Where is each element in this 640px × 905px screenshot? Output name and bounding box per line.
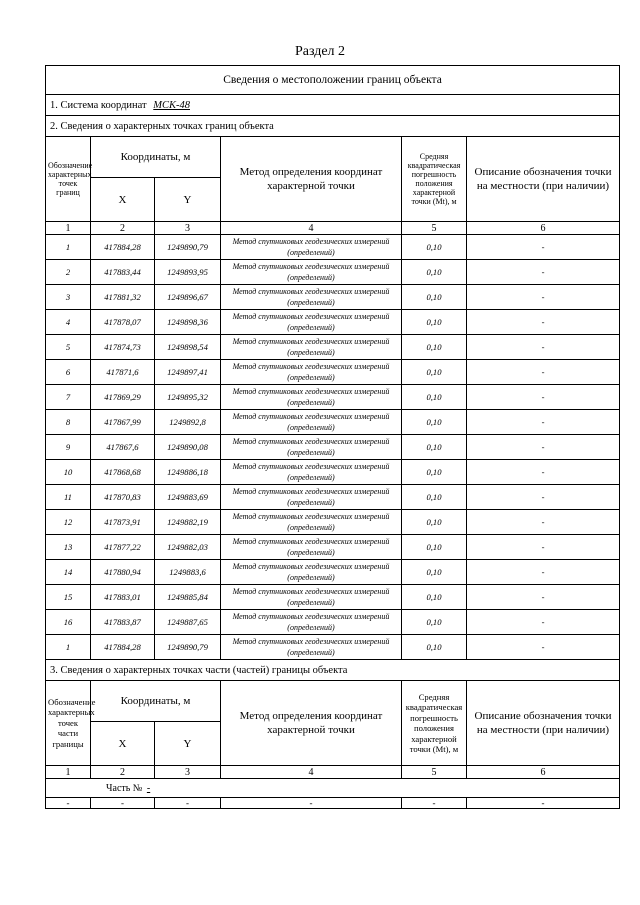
header-x: X (91, 178, 155, 222)
empty-cell: - (155, 798, 221, 809)
coordinate-x: 417867,99 (91, 410, 155, 435)
table-row (46, 485, 620, 510)
column-number: 6 (467, 222, 620, 235)
coordinate-y: 1249883,69 (155, 485, 221, 510)
method: Метод спутниковых геодезических измерений (определений) (221, 535, 402, 560)
header-designation: Обозначение характерных точек границ (46, 137, 91, 222)
table-row (46, 535, 620, 560)
point-number: 11 (46, 485, 91, 510)
coordinate-y: 1249892,8 (155, 410, 221, 435)
coordinate-x: 417884,28 (91, 635, 155, 660)
coordinate-x: 417870,83 (91, 485, 155, 510)
coordinate-x: 417883,01 (91, 585, 155, 610)
description: - (467, 335, 620, 360)
coordinate-y: 1249898,36 (155, 310, 221, 335)
coordinate-y: 1249893,95 (155, 260, 221, 285)
error-mt: 0,10 (402, 635, 467, 660)
error-mt: 0,10 (402, 510, 467, 535)
parts-header-coordinates: Координаты, м (91, 681, 221, 722)
parts-header-designation: Обозначение характерных точек части границы (46, 681, 91, 766)
column-number: 3 (155, 766, 221, 779)
parts-header-y: Y (155, 722, 221, 766)
description: - (467, 235, 620, 260)
description: - (467, 385, 620, 410)
table-row (46, 410, 620, 435)
coordinate-y: 1249886,18 (155, 460, 221, 485)
table-heading-row (46, 66, 620, 95)
column-number: 4 (221, 222, 402, 235)
method: Метод спутниковых геодезических измерений (определений) (221, 335, 402, 360)
point-number: 12 (46, 510, 91, 535)
method: Метод спутниковых геодезических измерений (определений) (221, 360, 402, 385)
description: - (467, 285, 620, 310)
method: Метод спутниковых геодезических измерений (определений) (221, 235, 402, 260)
coordinate-x: 417883,87 (91, 610, 155, 635)
part-number-row (46, 779, 620, 798)
coord-system-label: 1. Система координат (50, 99, 147, 111)
point-number: 9 (46, 435, 91, 460)
coordinate-y: 1249887,65 (155, 610, 221, 635)
error-mt: 0,10 (402, 385, 467, 410)
point-number: 1 (46, 235, 91, 260)
points-section-title-row (46, 116, 620, 137)
error-mt: 0,10 (402, 585, 467, 610)
empty-cell: - (46, 798, 91, 809)
table-row (46, 510, 620, 535)
coordinate-x: 417867,6 (91, 435, 155, 460)
coordinate-x: 417877,22 (91, 535, 155, 560)
description: - (467, 260, 620, 285)
column-number: 4 (221, 766, 402, 779)
parts-header-x: X (91, 722, 155, 766)
method: Метод спутниковых геодезических измерений (определений) (221, 635, 402, 660)
coordinate-x: 417873,91 (91, 510, 155, 535)
table-row (46, 235, 620, 260)
table-row (46, 385, 620, 410)
description: - (467, 410, 620, 435)
header-y: Y (155, 178, 221, 222)
parts-section-title: 3. Сведения о характерных точках части (частей) границы объекта (46, 660, 620, 681)
table-row (46, 560, 620, 585)
method: Метод спутниковых геодезических измерений (определений) (221, 585, 402, 610)
parts-section-title-row (46, 660, 620, 681)
point-number: 15 (46, 585, 91, 610)
coordinate-x: 417880,94 (91, 560, 155, 585)
column-number: 3 (155, 222, 221, 235)
table-row (46, 635, 620, 660)
method: Метод спутниковых геодезических измерений (определений) (221, 435, 402, 460)
coordinate-y: 1249883,6 (155, 560, 221, 585)
method: Метод спутниковых геодезических измерений (определений) (221, 385, 402, 410)
method: Метод спутниковых геодезических измерений (определений) (221, 460, 402, 485)
coordinate-y: 1249885,84 (155, 585, 221, 610)
coordinate-x: 417874,73 (91, 335, 155, 360)
column-number: 5 (402, 766, 467, 779)
description: - (467, 435, 620, 460)
coord-system-value: МСК-48 (153, 99, 190, 111)
coordinate-y: 1249895,32 (155, 385, 221, 410)
table-heading: Сведения о местоположении границ объекта (46, 66, 620, 95)
part-number: - (146, 782, 151, 794)
coordinate-x: 417869,29 (91, 385, 155, 410)
section-title: Раздел 2 (294, 44, 346, 59)
description: - (467, 560, 620, 585)
coordinate-x: 417884,28 (91, 235, 155, 260)
coordinate-y: 1249882,03 (155, 535, 221, 560)
error-mt: 0,10 (402, 560, 467, 585)
header-coordinates: Координаты, м (91, 137, 221, 178)
header-method: Метод определения координат характерной точки (221, 137, 402, 222)
coordinate-x: 417868,68 (91, 460, 155, 485)
table-row (46, 285, 620, 310)
table-row (46, 310, 620, 335)
coordinate-y: 1249896,67 (155, 285, 221, 310)
error-mt: 0,10 (402, 410, 467, 435)
points-column-numbers-row (46, 222, 620, 235)
points-section-title: 2. Сведения о характерных точках границ объекта (46, 116, 620, 137)
points-header-row (46, 137, 620, 178)
error-mt: 0,10 (402, 285, 467, 310)
error-mt: 0,10 (402, 310, 467, 335)
parts-header-error: Средняя квадратическая погрешность положения характерной точки (Mt), м (402, 681, 467, 766)
description: - (467, 360, 620, 385)
method: Метод спутниковых геодезических измерений (определений) (221, 310, 402, 335)
method: Метод спутниковых геодезических измерений (определений) (221, 610, 402, 635)
point-number: 16 (46, 610, 91, 635)
description: - (467, 585, 620, 610)
table-row (46, 360, 620, 385)
table-row (46, 585, 620, 610)
table-row (46, 460, 620, 485)
description: - (467, 460, 620, 485)
coordinate-x: 417871,6 (91, 360, 155, 385)
column-number: 5 (402, 222, 467, 235)
coordinate-x: 417881,32 (91, 285, 155, 310)
point-number: 14 (46, 560, 91, 585)
parts-header-row (46, 681, 620, 722)
method: Метод спутниковых геодезических измерений (определений) (221, 485, 402, 510)
boundary-table (45, 65, 620, 809)
point-number: 6 (46, 360, 91, 385)
coordinate-y: 1249890,79 (155, 235, 221, 260)
description: - (467, 310, 620, 335)
empty-cell: - (91, 798, 155, 809)
table-row (46, 435, 620, 460)
coordinate-y: 1249898,54 (155, 335, 221, 360)
parts-header-method: Метод определения координат характерной точки (221, 681, 402, 766)
point-number: 5 (46, 335, 91, 360)
column-number: 1 (46, 766, 91, 779)
error-mt: 0,10 (402, 485, 467, 510)
coordinate-y: 1249882,19 (155, 510, 221, 535)
column-number: 6 (467, 766, 620, 779)
point-number: 1 (46, 635, 91, 660)
column-number: 2 (91, 766, 155, 779)
description: - (467, 510, 620, 535)
coordinate-x: 417883,44 (91, 260, 155, 285)
coordinate-y: 1249897,41 (155, 360, 221, 385)
coordinate-x: 417878,07 (91, 310, 155, 335)
error-mt: 0,10 (402, 260, 467, 285)
part-label: Часть № (106, 782, 143, 794)
point-number: 8 (46, 410, 91, 435)
column-number: 2 (91, 222, 155, 235)
empty-cell: - (402, 798, 467, 809)
error-mt: 0,10 (402, 360, 467, 385)
method: Метод спутниковых геодезических измерений (определений) (221, 410, 402, 435)
error-mt: 0,10 (402, 460, 467, 485)
error-mt: 0,10 (402, 235, 467, 260)
parts-empty-row (46, 798, 620, 809)
table-row (46, 610, 620, 635)
description: - (467, 635, 620, 660)
header-description: Описание обозначения точки на местности (при наличии) (467, 137, 620, 222)
coord-system-row (46, 95, 620, 116)
point-number: 7 (46, 385, 91, 410)
column-number: 1 (46, 222, 91, 235)
coordinate-y: 1249890,08 (155, 435, 221, 460)
method: Метод спутниковых геодезических измерений (определений) (221, 560, 402, 585)
error-mt: 0,10 (402, 435, 467, 460)
point-number: 10 (46, 460, 91, 485)
error-mt: 0,10 (402, 610, 467, 635)
parts-column-numbers-row (46, 766, 620, 779)
point-number: 13 (46, 535, 91, 560)
coordinate-y: 1249890,79 (155, 635, 221, 660)
method: Метод спутниковых геодезических измерений (определений) (221, 510, 402, 535)
description: - (467, 485, 620, 510)
description: - (467, 610, 620, 635)
parts-header-description: Описание обозначения точки на местности (при наличии) (467, 681, 620, 766)
empty-cell: - (221, 798, 402, 809)
header-error: Средняя квадратическая погрешность положения характерной точки (Mt), м (402, 137, 467, 222)
error-mt: 0,10 (402, 335, 467, 360)
point-number: 4 (46, 310, 91, 335)
method: Метод спутниковых геодезических измерений (определений) (221, 260, 402, 285)
method: Метод спутниковых геодезических измерений (определений) (221, 285, 402, 310)
error-mt: 0,10 (402, 535, 467, 560)
point-number: 2 (46, 260, 91, 285)
table-row (46, 335, 620, 360)
point-number: 3 (46, 285, 91, 310)
description: - (467, 535, 620, 560)
empty-cell: - (467, 798, 620, 809)
table-row (46, 260, 620, 285)
